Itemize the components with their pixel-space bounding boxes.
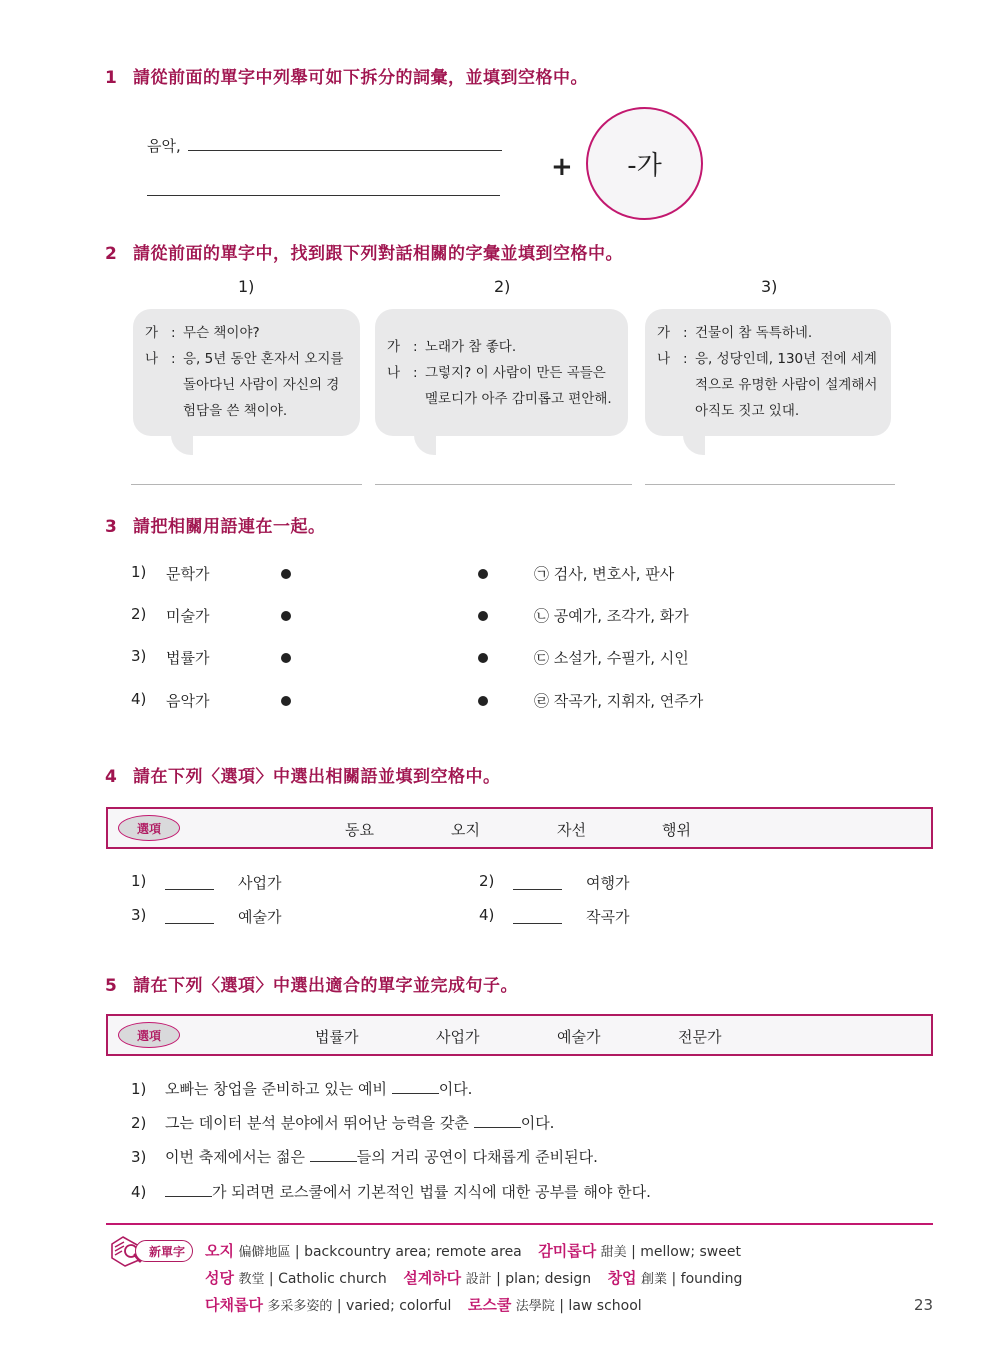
match-left-word: 미술가 [166,607,210,625]
fill-blank[interactable] [165,1183,212,1197]
match-row: 1) 문학가 ㉠ 검사, 변호사, 판사 [131,563,675,583]
match-right-words: ㉢ 소설가, 수필가, 시인 [534,649,689,667]
match-left-word: 문학가 [166,565,210,583]
vocab-divider [106,1223,933,1225]
match-dot-right[interactable] [478,653,488,663]
fill-blank[interactable] [513,876,562,890]
match-dot-right[interactable] [478,569,488,579]
q1-answer-line-2[interactable] [147,195,500,196]
fill-blank[interactable] [392,1080,439,1094]
option-word: 사업가 [436,1028,480,1046]
option-word: 동요 [345,821,374,839]
question-5-title: 5 請在下列〈選項〉中選出適合的單字並完成句子。 [105,976,518,996]
option-badge: 選項 [118,815,180,841]
vocab-badge [109,1236,193,1268]
dialog-line: 가 : 건물이 참 독특하네. [657,325,813,341]
option-word: 오지 [451,821,480,839]
dialog-line: 가 : 노래가 참 좋다. [387,339,517,355]
dialog-bubble-2 [375,309,628,436]
dialog-bubble-1 [133,309,360,436]
option-word: 자선 [557,821,586,839]
match-dot-right[interactable] [478,696,488,706]
q5-sentence-4: 4) 가 되려면 로스쿨에서 기본적인 법률 지식에 대한 공부를 해야 한다. [131,1183,651,1201]
dialog-line: 나 : 응, 5년 동안 혼자서 오지를 돌아다닌 사람이 자신의 경험담을 쓴 책이야. [145,351,344,419]
option-word: 법률가 [315,1028,359,1046]
dialog-2-label: 2) [494,277,511,296]
dialog-line: 나 : 응, 성당인데, 130년 전에 세계적으로 유명한 사람이 설계해서 아직도 짓고 있대. [657,351,878,419]
q1-prefix-label: 음악, [147,137,181,155]
option-word: 예술가 [557,1028,601,1046]
dialog-3-label: 3) [761,277,778,296]
bubble-tail [683,435,705,455]
match-right-words: ㉡ 공예가, 조각가, 화가 [534,607,689,625]
match-dot-left[interactable] [281,611,291,621]
match-dot-left[interactable] [281,696,291,706]
q2-answer-line-3[interactable] [645,484,895,485]
q5-sentence-1: 1) 오빠는 창업을 준비하고 있는 예비 이다. [131,1080,473,1098]
q4-item-4: 4) 작곡가 [479,906,630,926]
bubble-tail [171,435,193,455]
question-4-title: 4 請在下列〈選項〉中選出相關語並填到空格中。 [105,767,501,787]
q5-sentence-3: 3) 이번 축제에서는 젊은 들의 거리 공연이 다채롭게 준비된다. [131,1148,598,1166]
dialog-1-label: 1) [238,277,255,296]
fill-blank[interactable] [165,876,214,890]
q1-answer-line-1[interactable] [188,150,502,151]
q5-option-box [106,1014,933,1056]
question-2-title: 2 請從前面的單字中，找到跟下列對話相關的字彙並填到空格中。 [105,244,623,264]
option-badge: 選項 [118,1022,180,1048]
q4-item-2: 2) 여행가 [479,872,630,892]
dialog-line: 나 : 그렇지? 이 사람이 만든 곡들은 멜로디가 아주 감미롭고 편안해. [387,365,612,407]
option-word: 행위 [662,821,691,839]
match-row: 3) 법률가 ㉢ 소설가, 수필가, 시인 [131,647,689,667]
match-right-words: ㉣ 작곡가, 지휘자, 연주가 [534,692,704,710]
q2-answer-line-2[interactable] [375,484,632,485]
match-row: 4) 음악가 ㉣ 작곡가, 지휘자, 연주가 [131,690,704,710]
vocab-line-3: 다채롭다 多采多姿的 | varied; colorful 로스쿨 法學院 | law school [205,1296,642,1314]
match-dot-right[interactable] [478,611,488,621]
suffix-text: -가 [627,151,662,181]
q5-sentence-2: 2) 그는 데이터 분석 분야에서 뛰어난 능력을 갖춘 이다. [131,1114,555,1132]
vocab-badge-label: 新單字 [135,1240,193,1262]
match-left-word: 음악가 [166,692,210,710]
bubble-tail [414,435,436,455]
page-number: 23 [914,1296,934,1314]
match-row: 2) 미술가 ㉡ 공예가, 조각가, 화가 [131,605,689,625]
question-3-title: 3 請把相關用語連在一起。 [105,517,326,537]
fill-blank[interactable] [310,1148,357,1162]
fill-blank[interactable] [513,910,562,924]
dialog-line: 가 : 무슨 책이야? [145,325,260,341]
match-right-words: ㉠ 검사, 변호사, 판사 [534,565,675,583]
vocab-line-2: 성당 教堂 | Catholic church 설계하다 設計 | plan; design 창업 創業 | founding [205,1269,743,1287]
q4-option-box [106,807,933,849]
q4-item-1: 1) 사업가 [131,872,282,892]
vocab-line-1: 오지 偏僻地區 | backcountry area; remote area 감미롭다 甜美 | mellow; sweet [205,1242,741,1260]
fill-blank[interactable] [165,910,214,924]
fill-blank[interactable] [474,1114,521,1128]
option-word: 전문가 [678,1028,722,1046]
question-1-title: 1 請從前面的單字中列舉可如下拆分的詞彙，並填到空格中。 [105,68,588,88]
dialog-bubble-3 [645,309,891,436]
q4-item-3: 3) 예술가 [131,906,282,926]
q2-answer-line-1[interactable] [131,484,362,485]
plus-sign: + [551,152,573,182]
match-dot-left[interactable] [281,653,291,663]
suffix-circle [586,107,703,220]
match-left-word: 법률가 [166,649,210,667]
match-dot-left[interactable] [281,569,291,579]
